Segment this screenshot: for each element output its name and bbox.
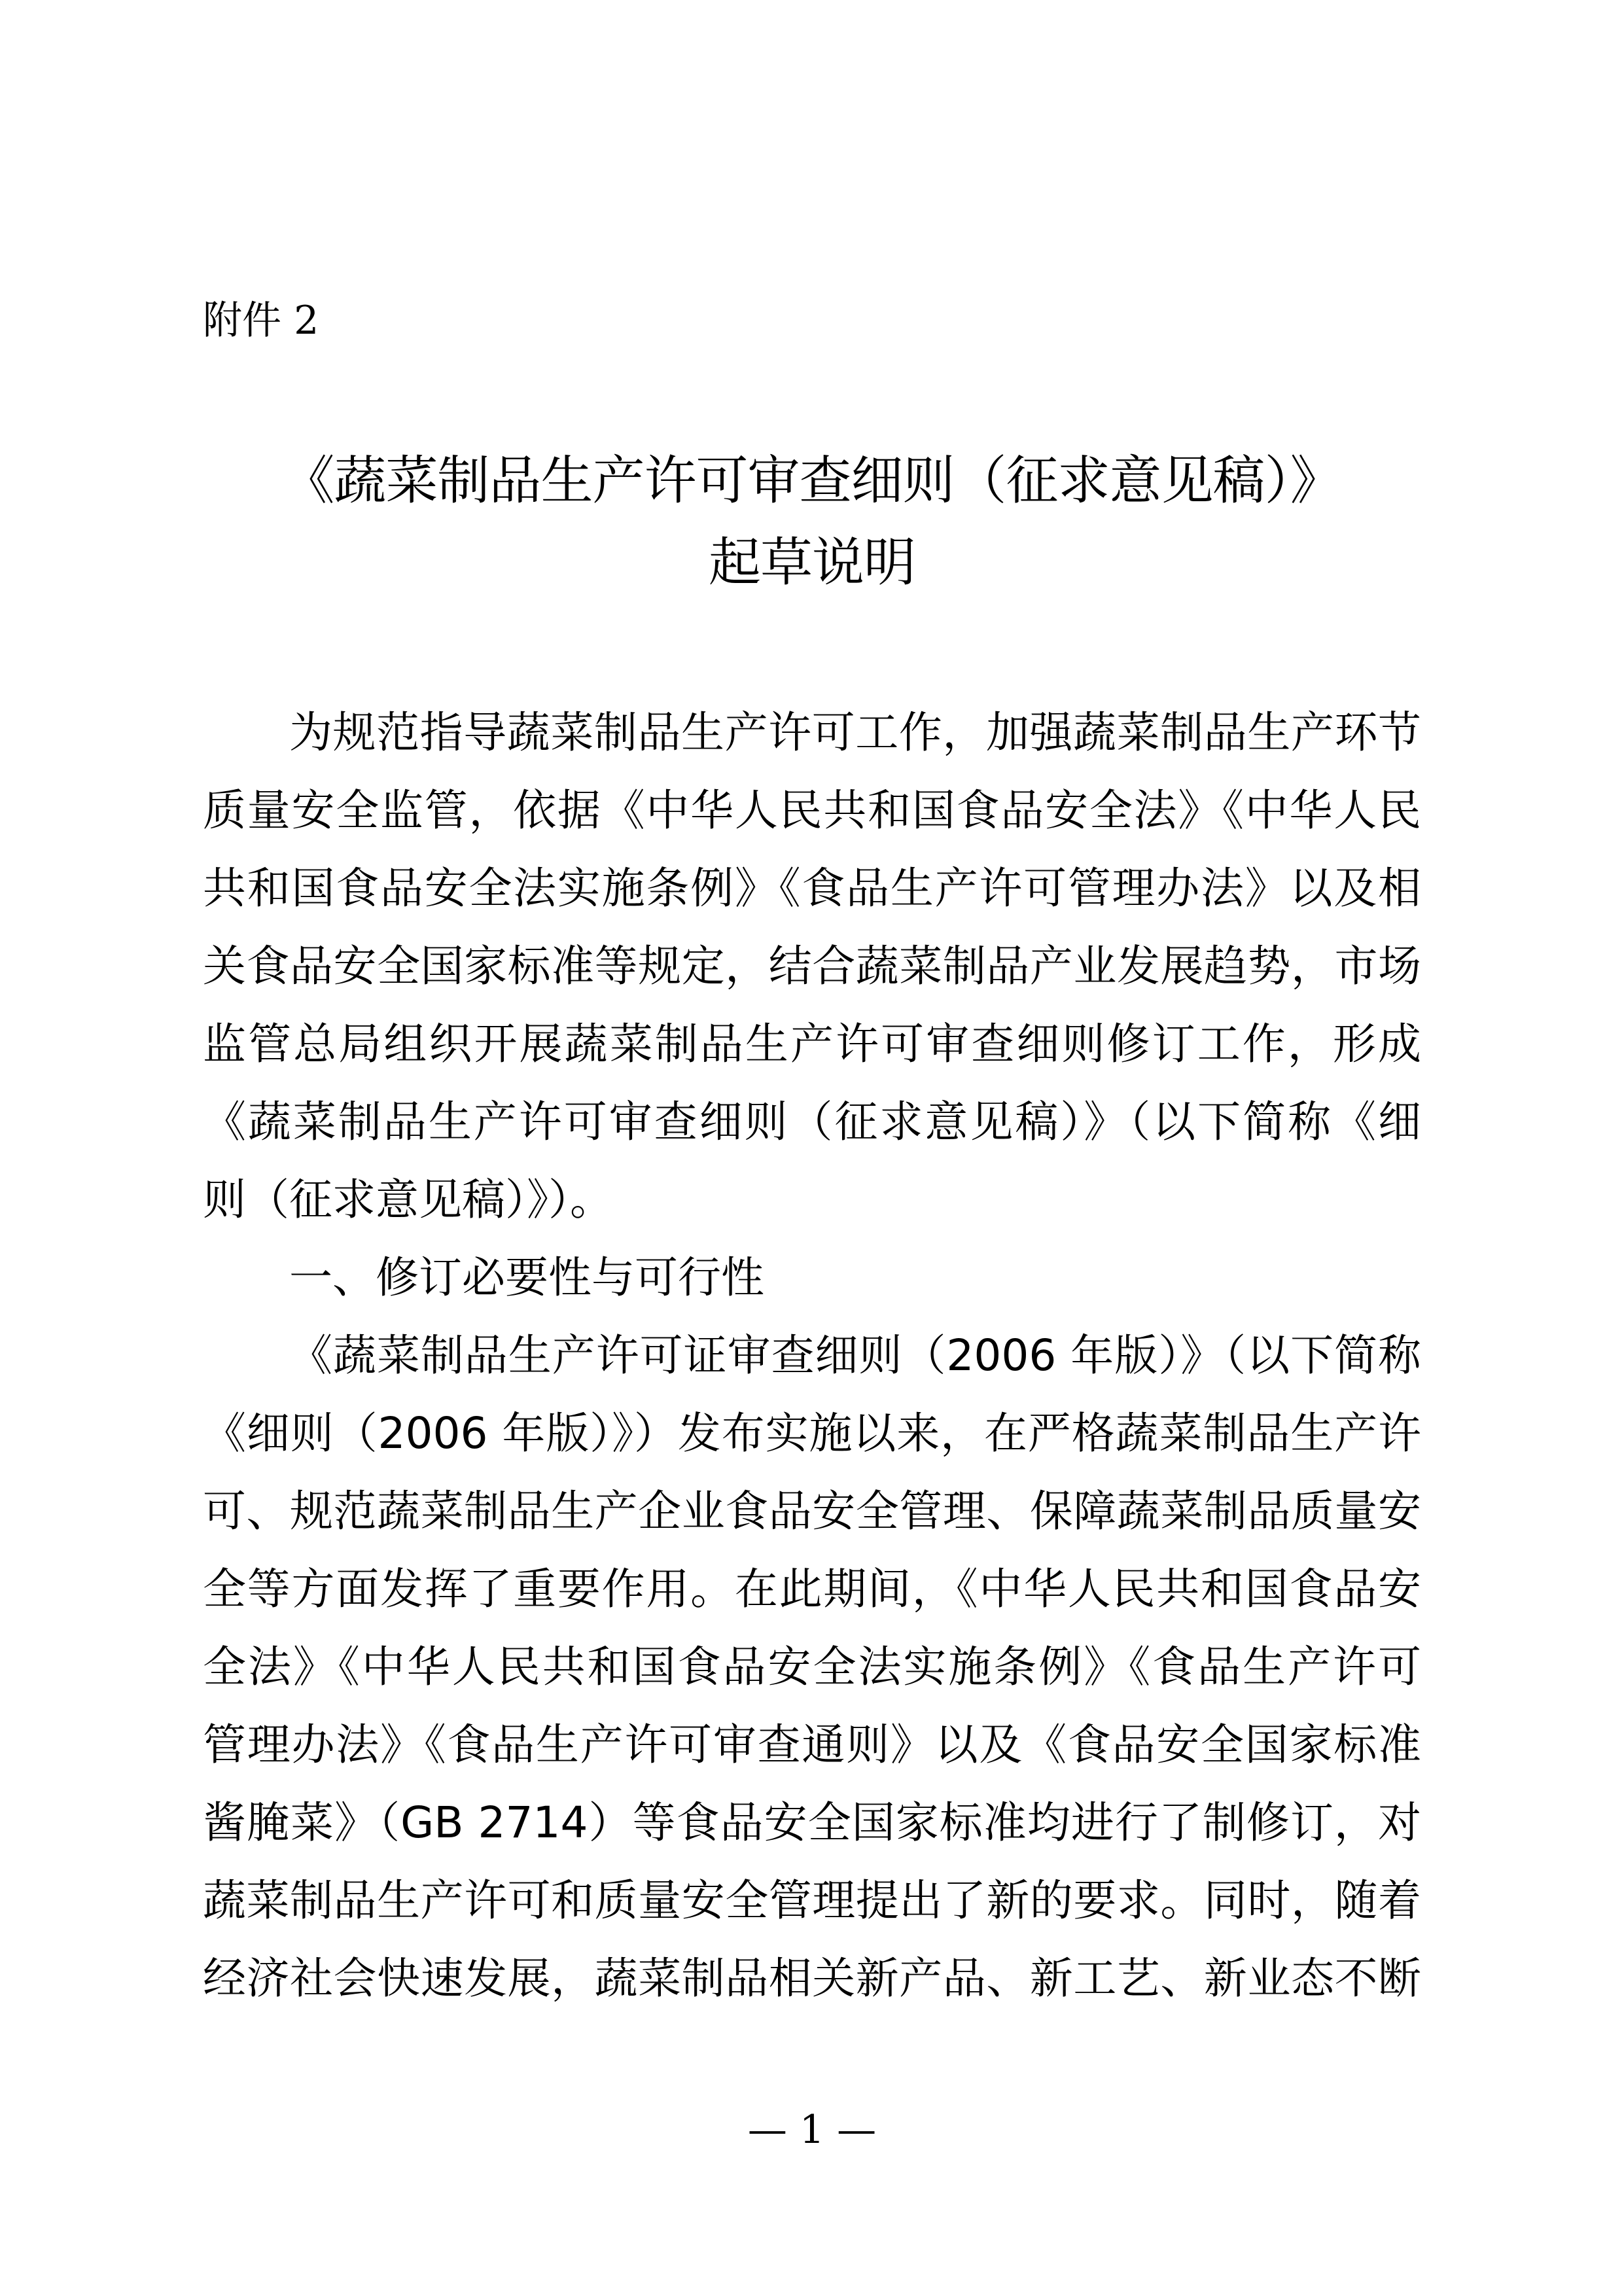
body-line: 酱腌菜》（GB 2714）等食品安全国家标准均进行了制修订，对 <box>203 1797 1421 1848</box>
body-line: 经济社会快速发展，蔬菜制品相关新产品、新工艺、新业态不断 <box>203 1953 1421 2004</box>
page-number: — 1 — <box>747 2107 877 2153</box>
body-line: 关食品安全国家标准等规定，结合蔬菜制品产业发展趋势，市场 <box>203 941 1421 991</box>
body-line: 则（征求意见稿）》）。 <box>203 1174 613 1225</box>
body-line: 《蔬菜制品生产许可证审查细则（2006 年版）》（以下简称 <box>289 1330 1421 1381</box>
attachment-label: 附件 2 <box>203 298 319 344</box>
body-line: 质量安全监管，依据《中华人民共和国食品安全法》《中华人民 <box>203 785 1421 836</box>
body-line: 为规范指导蔬菜制品生产许可工作，加强蔬菜制品生产环节 <box>289 707 1421 758</box>
body-line: 《细则（2006 年版）》）发布实施以来，在严格蔬菜制品生产许 <box>203 1408 1421 1458</box>
body-line: 管理办法》《食品生产许可审查通则》以及《食品安全国家标准 <box>203 1720 1421 1770</box>
body-line: 《蔬菜制品生产许可审查细则（征求意见稿）》（以下简称《细 <box>203 1097 1421 1147</box>
document-title-subline: 起草说明 <box>709 532 915 593</box>
body-line: 监管总局组织开展蔬菜制品生产许可审查细则修订工作，形成 <box>203 1019 1421 1069</box>
body-line: 蔬菜制品生产许可和质量安全管理提出了新的要求。同时，随着 <box>203 1875 1421 1926</box>
body-line: 共和国食品安全法实施条例》《食品生产许可管理办法》以及相 <box>203 863 1421 913</box>
document-body <box>203 694 1421 2017</box>
body-line: 全法》《中华人民共和国食品安全法实施条例》《食品生产许可 <box>203 1642 1421 1692</box>
body-line: 可、规范蔬菜制品生产企业食品安全管理、保障蔬菜制品质量安 <box>203 1486 1421 1536</box>
document-title: 《蔬菜制品生产许可审查细则（征求意见稿）》 <box>282 450 1342 511</box>
section-heading: 一、修订必要性与可行性 <box>289 1252 764 1303</box>
body-line: 全等方面发挥了重要作用。在此期间，《中华人民共和国食品安 <box>203 1564 1421 1614</box>
